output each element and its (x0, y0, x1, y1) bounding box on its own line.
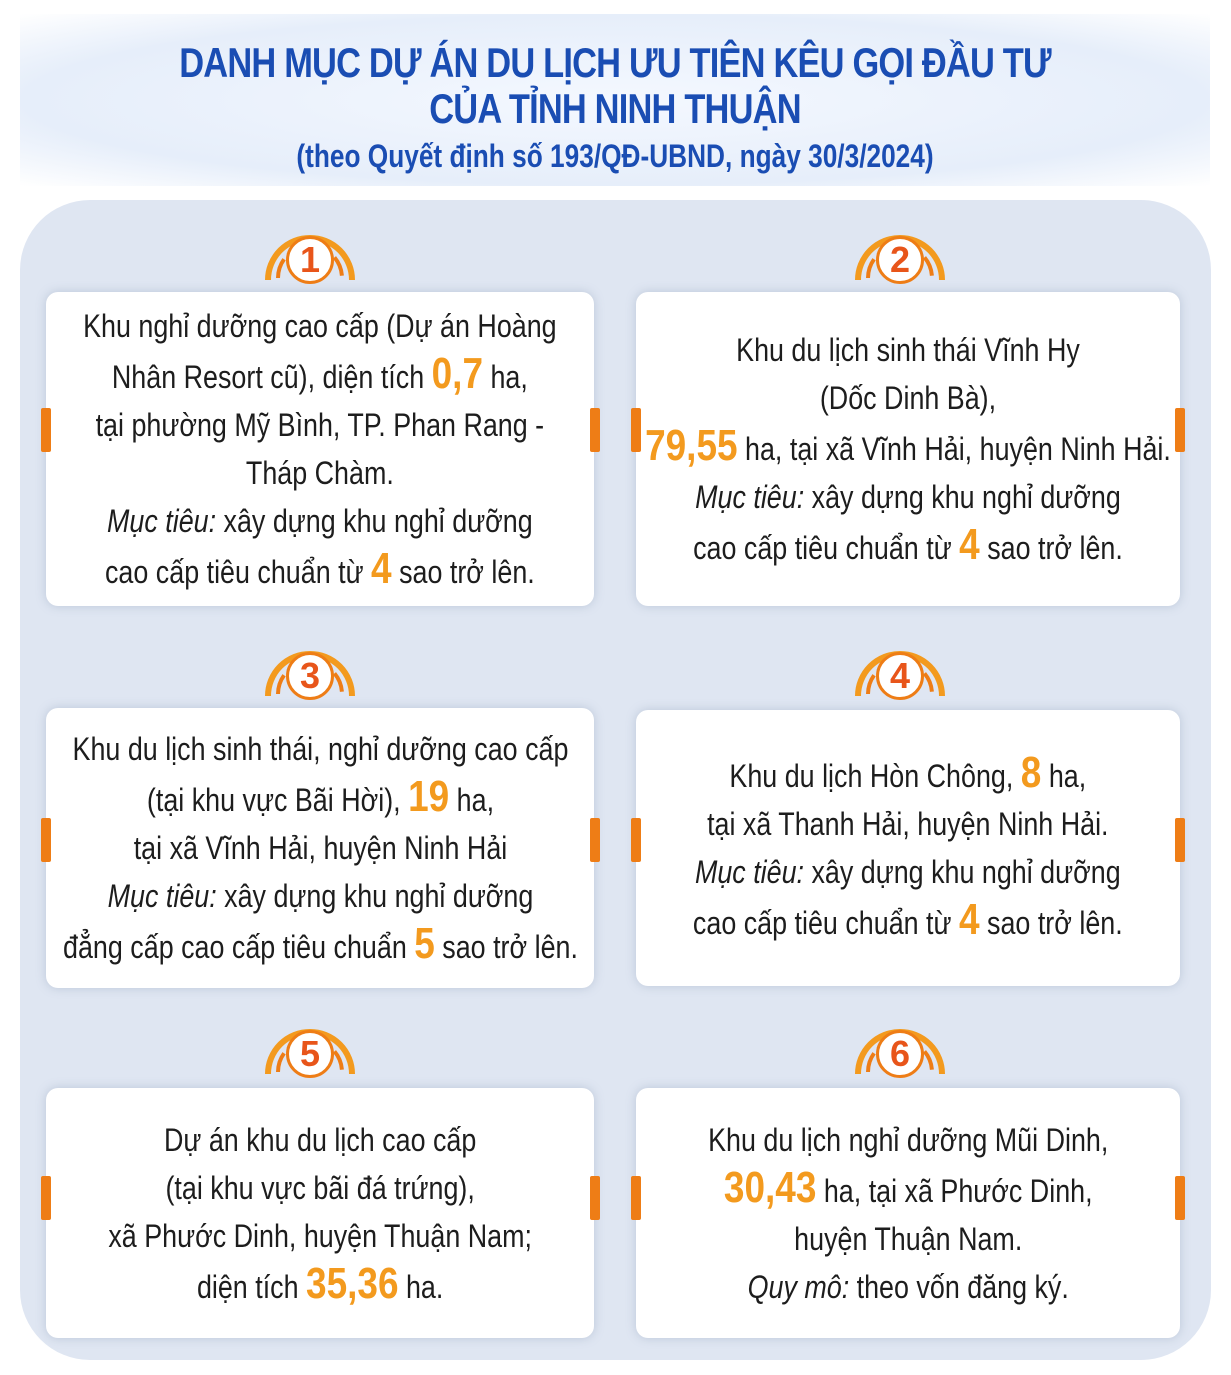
card-line (645, 521, 1171, 572)
italic-label: Mục tiêu: (107, 503, 217, 539)
card-text-segment: xây dựng khu nghỉ dưỡng (216, 503, 533, 539)
tick-marker (1175, 818, 1185, 862)
card-line (693, 848, 1123, 896)
card-line (63, 872, 578, 920)
card-line (83, 545, 557, 596)
highlight-value: 5 (413, 919, 435, 968)
card-line (708, 1164, 1108, 1215)
tick-marker (1175, 1176, 1185, 1220)
card-text-segment: Nhân Resort cũ), diện tích (112, 359, 432, 395)
tick-marker (631, 1176, 641, 1220)
highlight-value: 19 (407, 772, 449, 821)
tick-marker (41, 818, 51, 862)
card-line (645, 374, 1171, 422)
tick-marker (41, 408, 51, 452)
card-text-segment: Khu du lịch nghỉ dưỡng Mũi Dinh, (707, 1121, 1109, 1158)
card-text-segment: tại xã Thanh Hải, huyện Ninh Hải. (707, 806, 1109, 842)
header (20, 14, 1210, 186)
project-card-6 (636, 1088, 1180, 1338)
card-line (708, 1116, 1108, 1164)
project-card-1 (46, 292, 594, 606)
highlight-value: 35,36 (305, 1258, 399, 1308)
project-2-text (645, 326, 1171, 572)
card-line (693, 749, 1123, 800)
card-text-segment: ha, (483, 359, 528, 395)
card-text-segment: diện tích (196, 1268, 306, 1305)
project-6-text (708, 1116, 1108, 1311)
project-card-5 (46, 1088, 594, 1338)
card-text-segment: cao cấp tiêu chuẩn từ (105, 554, 372, 590)
badge-number: 1 (286, 236, 334, 284)
card-line (83, 350, 557, 401)
card-line (63, 920, 578, 971)
card-text-segment: cao cấp tiêu chuẩn từ (693, 905, 960, 941)
card-line (83, 401, 557, 449)
card-text-segment: ha, tại xã Vĩnh Hải, huyện Ninh Hải. (737, 431, 1171, 467)
card-text-segment: ha. (398, 1268, 444, 1305)
card-text-segment: (Dốc Dinh Bà), (819, 380, 997, 416)
card-line (63, 725, 578, 773)
card-text-segment: ha, tại xã Phước Dinh, (816, 1172, 1093, 1209)
badge-number: 5 (286, 1030, 334, 1078)
card-line (693, 896, 1123, 947)
card-line (645, 422, 1171, 473)
italic-label: Mục tiêu: (695, 479, 805, 515)
badge-number: 2 (876, 236, 924, 284)
card-text-segment: huyện Thuận Nam. (793, 1220, 1023, 1257)
card-line (83, 302, 557, 350)
card-text-segment: sao trở lên. (391, 554, 535, 590)
card-text-segment: sao trở lên. (434, 929, 578, 965)
card-line (708, 1263, 1108, 1311)
card-line (693, 800, 1123, 848)
highlight-value: 8 (1020, 748, 1042, 797)
card-text-segment: đẳng cấp cao cấp tiêu chuẩn (62, 929, 414, 965)
card-text-segment: xây dựng khu nghỉ dưỡng (804, 479, 1121, 515)
card-text-segment: tại xã Vĩnh Hải, huyện Ninh Hải (133, 830, 507, 866)
card-text-segment: (tại khu vực bãi đá trứng), (165, 1169, 475, 1206)
card-text-segment: Khu du lịch Hòn Chông, (729, 758, 1021, 794)
card-line (108, 1260, 532, 1311)
project-card-3 (46, 708, 594, 988)
card-text-segment: Tháp Chàm. (246, 455, 394, 491)
tick-marker (41, 1176, 51, 1220)
number-badge-1 (260, 212, 360, 292)
highlight-value: 0,7 (431, 349, 484, 398)
tick-marker (590, 408, 600, 452)
number-badge-4 (850, 628, 950, 708)
number-badge-5 (260, 1006, 360, 1086)
card-line (108, 1116, 532, 1164)
page-subtitle: (theo Quyết định số 193/QĐ-UBND, ngày 30/3/2024) (296, 138, 934, 174)
tick-marker (1175, 408, 1185, 452)
card-text-segment: theo vốn đăng ký. (848, 1268, 1069, 1305)
tick-marker (590, 818, 600, 862)
card-text-segment: cao cấp tiêu chuẩn từ (693, 530, 960, 566)
card-text-segment: Khu du lịch sinh thái Vĩnh Hy (736, 332, 1080, 368)
tick-marker (631, 408, 641, 452)
card-text-segment: Dự án khu du lịch cao cấp (163, 1121, 477, 1158)
card-line (108, 1212, 532, 1260)
card-text-segment: xã Phước Dinh, huyện Thuận Nam; (108, 1217, 532, 1254)
card-text-segment: ha, (448, 782, 494, 818)
card-text-segment: tại phường Mỹ Bình, TP. Phan Rang - (95, 407, 545, 443)
card-line (108, 1164, 532, 1212)
card-text-segment: (tại khu vực Bãi Hời), (146, 782, 408, 818)
card-line (63, 824, 578, 872)
badge-number: 3 (286, 652, 334, 700)
badge-number: 6 (876, 1030, 924, 1078)
card-text-segment: xây dựng khu nghỉ dưỡng (804, 854, 1121, 890)
project-1-text (83, 302, 557, 596)
page-title-line-1: DANH MỤC DỰ ÁN DU LỊCH ƯU TIÊN KÊU GỌI ĐẦU TƯ (179, 39, 1051, 86)
tick-marker (590, 1176, 600, 1220)
card-text-segment: sao trở lên. (979, 905, 1123, 941)
tick-marker (631, 818, 641, 862)
number-badge-2 (850, 212, 950, 292)
italic-label: Mục tiêu: (695, 854, 805, 890)
number-badge-6 (850, 1006, 950, 1086)
highlight-value: 30,43 (723, 1162, 817, 1212)
card-text-segment: Khu du lịch sinh thái, nghỉ dưỡng cao cấp (72, 731, 568, 767)
highlight-value: 79,55 (645, 421, 738, 470)
number-badge-3 (260, 628, 360, 708)
card-line (63, 773, 578, 824)
italic-label: Quy mô: (747, 1268, 849, 1305)
project-4-text (693, 749, 1123, 947)
card-text-segment: sao trở lên. (979, 530, 1123, 566)
project-3-text (63, 725, 578, 971)
highlight-value: 4 (959, 520, 980, 569)
card-line (83, 449, 557, 497)
italic-label: Mục tiêu: (107, 878, 217, 914)
highlight-value: 4 (371, 544, 392, 593)
highlight-value: 4 (959, 895, 980, 944)
badge-number: 4 (876, 652, 924, 700)
card-line (83, 497, 557, 545)
card-text-segment: ha, (1041, 758, 1087, 794)
card-line (645, 326, 1171, 374)
card-line (708, 1215, 1108, 1263)
card-text-segment: xây dựng khu nghỉ dưỡng (216, 878, 533, 914)
card-text-segment: Khu nghỉ dưỡng cao cấp (Dự án Hoàng (83, 308, 557, 344)
card-line (645, 473, 1171, 521)
project-5-text (108, 1116, 532, 1311)
project-card-2 (636, 292, 1180, 606)
project-card-4 (636, 710, 1180, 986)
page-title-line-2: CỦA TỈNH NINH THUẬN (429, 85, 801, 132)
